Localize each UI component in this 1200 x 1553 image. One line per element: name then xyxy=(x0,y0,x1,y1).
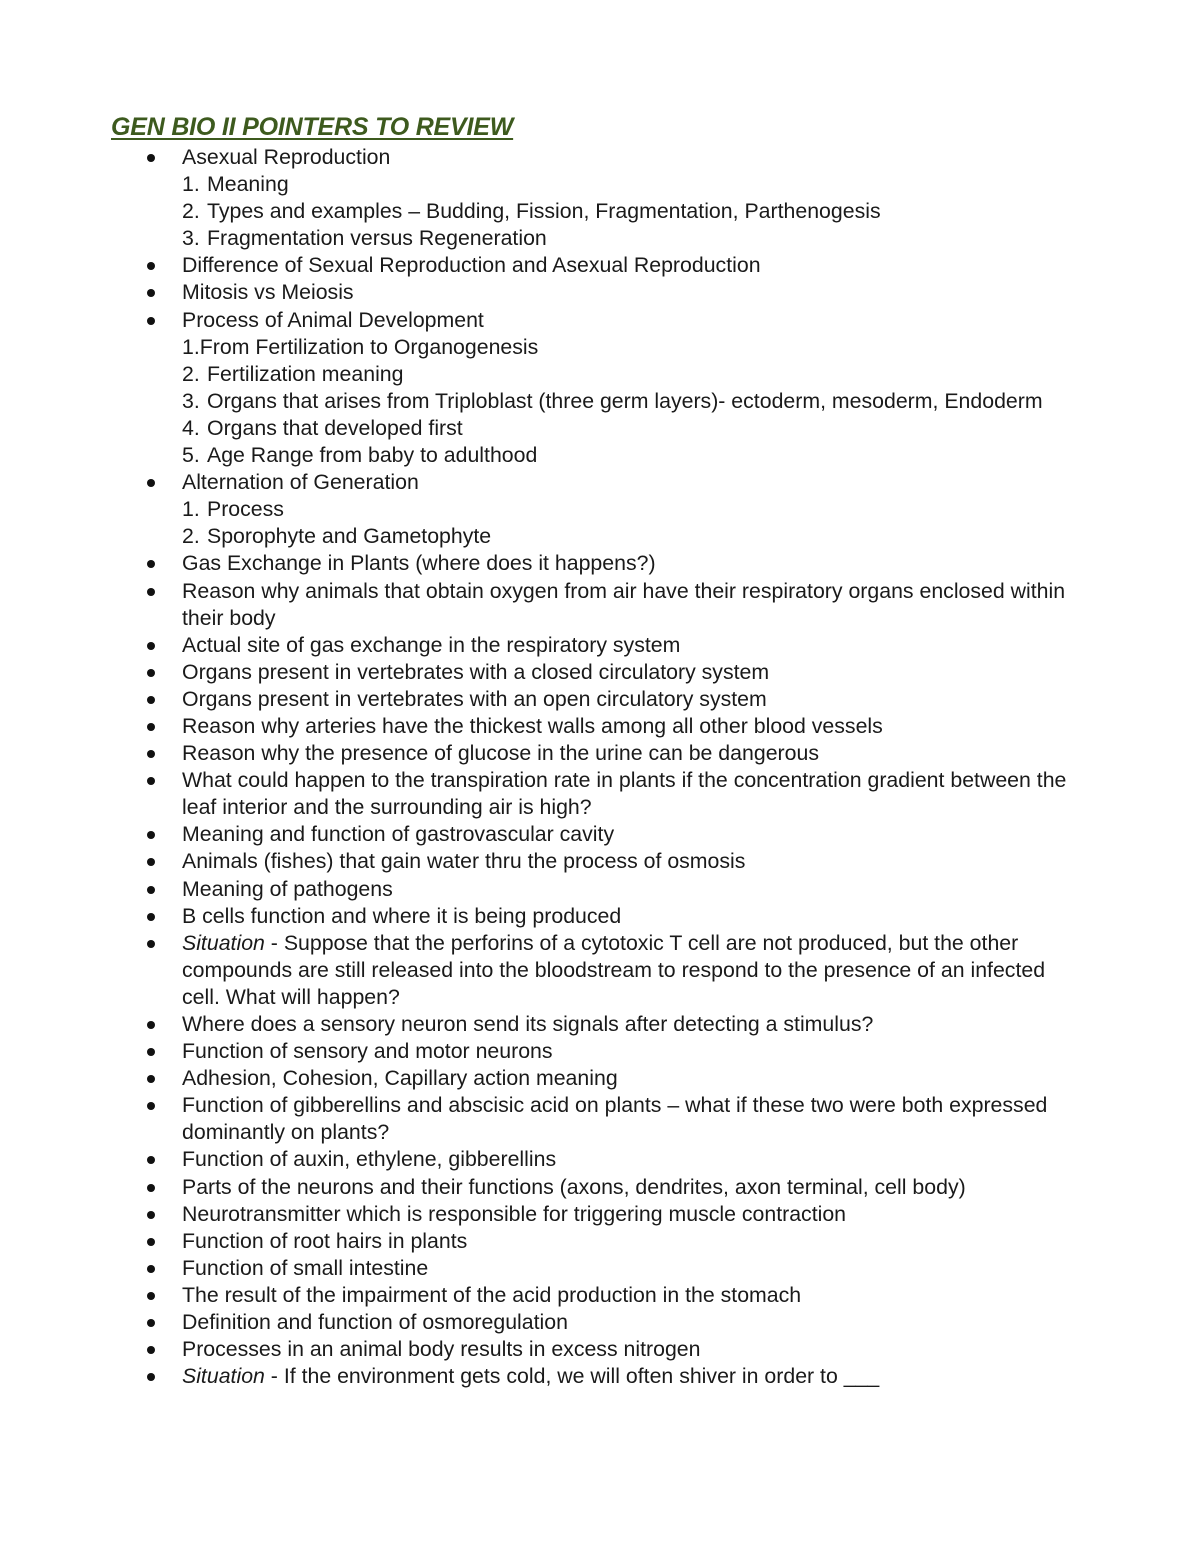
list-item xyxy=(0,469,1082,550)
list-item-text xyxy=(182,578,1082,632)
item-text: Adhesion, Cohesion, Capillary action meaning xyxy=(182,1066,618,1091)
bullet-icon xyxy=(147,642,155,650)
bullet-icon xyxy=(147,1184,155,1192)
list-item-text xyxy=(182,144,1082,171)
bullet-icon xyxy=(147,1292,155,1300)
list-item xyxy=(0,1363,1082,1390)
sub-list-item xyxy=(182,198,1082,225)
bullet-icon xyxy=(147,1102,155,1110)
sub-item-number: 4. xyxy=(182,415,200,440)
sub-list xyxy=(182,496,1082,550)
sub-item-text: Process xyxy=(207,497,284,522)
item-text: The result of the impairment of the acid production in the stomach xyxy=(182,1282,802,1307)
sub-item-number: 2. xyxy=(182,524,200,549)
bullet-icon xyxy=(147,1048,155,1056)
list-item-text xyxy=(182,632,1082,659)
list-item-text xyxy=(182,1336,1082,1363)
list-item-text xyxy=(182,550,1082,577)
sub-item-number: 1. xyxy=(182,497,200,522)
bullet-icon xyxy=(147,1075,155,1083)
sub-list-item xyxy=(182,388,1082,415)
list-item xyxy=(0,1011,1082,1038)
sub-item-text: Age Range from baby to adulthood xyxy=(207,443,538,468)
sub-list-item xyxy=(182,523,1082,550)
bullet-icon xyxy=(147,831,155,839)
list-item-text xyxy=(182,1255,1082,1282)
bullet-icon xyxy=(147,154,155,162)
item-text: Function of sensory and motor neurons xyxy=(182,1039,553,1064)
list-item xyxy=(0,1255,1082,1282)
sub-item-text: Fragmentation versus Regeneration xyxy=(207,226,547,251)
bullet-icon xyxy=(147,750,155,758)
sub-item-text: Meaning xyxy=(207,172,289,197)
list-item xyxy=(0,1065,1082,1092)
bullet-icon xyxy=(147,723,155,731)
sub-item-number: 1. xyxy=(182,334,200,359)
sub-item-number: 5. xyxy=(182,443,200,468)
bullet-icon xyxy=(147,1265,155,1273)
list-item xyxy=(0,686,1082,713)
list-item-text xyxy=(182,1038,1082,1065)
item-text: Reason why the presence of glucose in the urine can be dangerous xyxy=(182,741,819,766)
list-item xyxy=(0,1146,1082,1173)
sub-item-text: Organs that developed first xyxy=(207,415,463,440)
bullet-icon xyxy=(147,858,155,866)
item-text: Meaning and function of gastrovascular cavity xyxy=(182,822,615,847)
list-item xyxy=(0,713,1082,740)
list-item xyxy=(0,307,1082,470)
list-item-text xyxy=(182,686,1082,713)
sub-list-item xyxy=(182,496,1082,523)
item-text: Organs present in vertebrates with a closed circulatory system xyxy=(182,659,770,684)
sub-item-number: 3. xyxy=(182,226,200,251)
list-item-text xyxy=(182,848,1082,875)
list-item-text xyxy=(182,1174,1082,1201)
list-item-text xyxy=(182,1309,1082,1336)
sub-item-number: 1. xyxy=(182,172,200,197)
item-text: Function of root hairs in plants xyxy=(182,1228,468,1253)
list-item xyxy=(0,144,1082,252)
bullet-icon xyxy=(147,289,155,297)
page-title: GEN BIO II POINTERS TO REVIEW xyxy=(111,113,514,141)
item-text: B cells function and where it is being produced xyxy=(182,903,622,928)
pointer-list xyxy=(0,144,1200,1390)
sub-list-item xyxy=(182,415,1082,442)
list-item xyxy=(0,1038,1082,1065)
list-item xyxy=(0,1092,1082,1146)
item-text: What could happen to the transpiration rate in plants if the concentration gradient between the leaf interior and the surrounding air is high? xyxy=(182,768,1067,820)
list-item-text xyxy=(182,469,1082,496)
item-text: Animals (fishes) that gain water thru the process of osmosis xyxy=(182,849,746,874)
bullet-icon xyxy=(147,588,155,596)
list-item-text xyxy=(182,876,1082,903)
list-item xyxy=(0,1336,1082,1363)
list-item xyxy=(0,903,1082,930)
list-item-text xyxy=(182,1092,1082,1146)
list-item xyxy=(0,550,1082,577)
bullet-icon xyxy=(147,1238,155,1246)
list-item-text xyxy=(182,713,1082,740)
list-item-text xyxy=(182,1228,1082,1255)
list-item-text xyxy=(182,1011,1082,1038)
list-item xyxy=(0,767,1082,821)
list-item xyxy=(0,821,1082,848)
list-item-text xyxy=(182,1201,1082,1228)
list-item-text xyxy=(182,252,1082,279)
sub-list-item xyxy=(182,334,1082,361)
list-item xyxy=(0,876,1082,903)
item-text: Gas Exchange in Plants (where does it happens?) xyxy=(182,551,656,576)
bullet-icon xyxy=(147,886,155,894)
bullet-icon xyxy=(147,1319,155,1327)
list-item-text xyxy=(182,1065,1082,1092)
list-item xyxy=(0,659,1082,686)
sub-list xyxy=(182,171,1082,252)
situation-label: Situation xyxy=(182,930,265,955)
bullet-icon xyxy=(147,1211,155,1219)
item-text: - Suppose that the perforins of a cytotoxic T cell are not produced, but the other compounds are still released into the bloodstream to respond to the presence of an infected cell. What will happen? xyxy=(182,930,1046,1009)
list-item-text xyxy=(182,903,1082,930)
bullet-icon xyxy=(147,262,155,270)
sub-list xyxy=(182,334,1082,469)
list-item xyxy=(0,252,1082,279)
list-item-text xyxy=(182,821,1082,848)
item-text: Organs present in vertebrates with an open circulatory system xyxy=(182,686,767,711)
item-text: - If the environment gets cold, we will often shiver in order to ___ xyxy=(264,1364,880,1389)
sub-item-text: Types and examples – Budding, Fission, Fragmentation, Parthenogesis xyxy=(207,199,881,224)
item-text: Meaning of pathogens xyxy=(182,876,393,901)
list-item-text xyxy=(182,659,1082,686)
list-item xyxy=(0,740,1082,767)
list-item-text xyxy=(182,1146,1082,1173)
item-text: Reason why animals that obtain oxygen from air have their respiratory organs enclosed within their body xyxy=(182,578,1066,630)
sub-item-text: Fertilization meaning xyxy=(207,361,404,386)
list-item xyxy=(0,1309,1082,1336)
list-item-text xyxy=(182,279,1082,306)
list-item-text xyxy=(182,1363,1082,1390)
bullet-icon xyxy=(147,317,155,325)
bullet-icon xyxy=(147,1373,155,1381)
item-text: Alternation of Generation xyxy=(182,470,419,495)
item-text: Asexual Reproduction xyxy=(182,145,391,169)
list-item xyxy=(0,1201,1082,1228)
sub-item-text: Organs that arises from Triploblast (three germ layers)- ectoderm, mesoderm, Endoderm xyxy=(207,388,1043,413)
item-text: Definition and function of osmoregulation xyxy=(182,1310,568,1335)
sub-item-number: 2. xyxy=(182,361,200,386)
item-text: Function of auxin, ethylene, gibberellins xyxy=(182,1147,557,1172)
sub-list-item xyxy=(182,225,1082,252)
bullet-icon xyxy=(147,1346,155,1354)
sub-item-number: 2. xyxy=(182,199,200,224)
sub-item-text: Sporophyte and Gametophyte xyxy=(207,524,492,549)
list-item-text xyxy=(182,740,1082,767)
item-text: Neurotransmitter which is responsible for triggering muscle contraction xyxy=(182,1201,847,1226)
sub-item-number: 3. xyxy=(182,388,200,413)
item-text: Function of small intestine xyxy=(182,1255,429,1280)
item-text: Difference of Sexual Reproduction and Asexual Reproduction xyxy=(182,253,761,278)
list-item xyxy=(0,1174,1082,1201)
list-item xyxy=(0,632,1082,659)
item-text: Parts of the neurons and their functions (axons, dendrites, axon terminal, cell body) xyxy=(182,1174,966,1199)
bullet-icon xyxy=(147,777,155,785)
list-item-text xyxy=(182,767,1082,821)
bullet-icon xyxy=(147,1156,155,1164)
bullet-icon xyxy=(147,696,155,704)
list-item xyxy=(0,578,1082,632)
item-text: Where does a sensory neuron send its signals after detecting a stimulus? xyxy=(182,1012,874,1036)
bullet-icon xyxy=(147,913,155,921)
item-text: Mitosis vs Meiosis xyxy=(182,280,354,305)
list-item xyxy=(0,930,1082,1011)
item-text: Actual site of gas exchange in the respiratory system xyxy=(182,632,681,657)
list-item-text xyxy=(182,1282,1082,1309)
list-item xyxy=(0,848,1082,875)
list-item xyxy=(0,1282,1082,1309)
situation-label: Situation xyxy=(182,1364,265,1389)
bullet-icon xyxy=(147,940,155,948)
bullet-icon xyxy=(147,1021,155,1029)
list-item-text xyxy=(182,930,1082,1011)
bullet-icon xyxy=(147,560,155,568)
sub-list-item xyxy=(182,171,1082,198)
list-item xyxy=(0,279,1082,306)
list-item xyxy=(0,1228,1082,1255)
list-item-text xyxy=(182,307,1082,334)
bullet-icon xyxy=(147,479,155,487)
item-text: Reason why arteries have the thickest walls among all other blood vessels xyxy=(182,713,883,738)
item-text: Function of gibberellins and abscisic acid on plants – what if these two were both expressed dominantly on plants? xyxy=(182,1093,1048,1145)
item-text: Processes in an animal body results in excess nitrogen xyxy=(182,1337,701,1362)
sub-item-text: From Fertilization to Organogenesis xyxy=(199,334,539,359)
bullet-icon xyxy=(147,669,155,677)
sub-list-item xyxy=(182,361,1082,388)
sub-list-item xyxy=(182,442,1082,469)
item-text: Process of Animal Development xyxy=(182,307,484,332)
